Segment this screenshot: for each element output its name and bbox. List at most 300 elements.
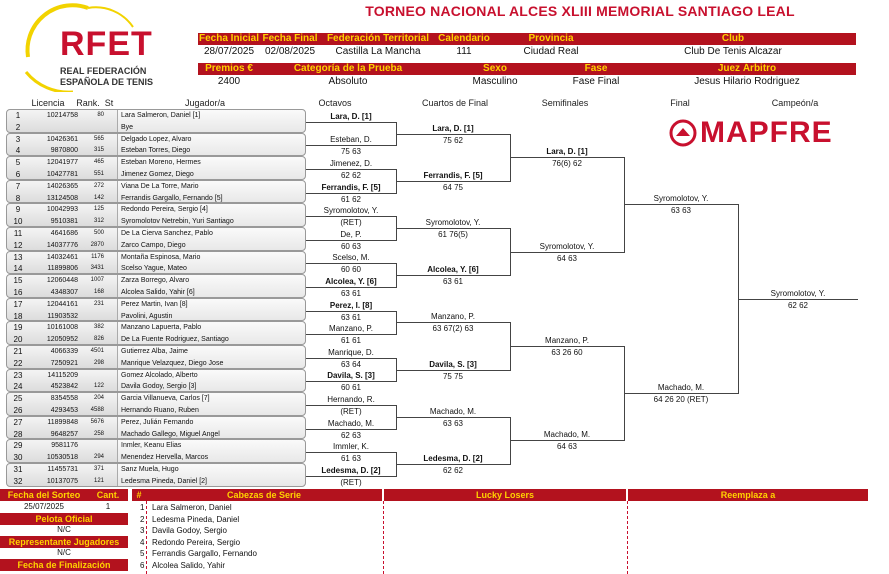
r16-score: 60 61	[340, 383, 362, 393]
qf-winner-name: Ledesma, D. [2]	[423, 454, 483, 463]
player-name: Zarco Campo, Diego	[121, 241, 186, 249]
r16-winner-name: Davila, S. [3]	[327, 371, 375, 381]
r16-score: (RET)	[340, 407, 362, 416]
seed-name: Lara Salmeron, Daniel	[152, 503, 232, 512]
player-number: 14	[13, 264, 23, 274]
r16-winner-name: Ferrandis, F. [5]	[321, 182, 381, 192]
r16-score: 61 61	[340, 336, 362, 346]
player-license: 12050952	[46, 336, 78, 344]
player-name: Gomez Alcolado, Alberto	[121, 371, 198, 379]
player-rank: 258	[93, 430, 104, 437]
r16-score: 63 61	[340, 312, 362, 322]
info-header-1	[198, 33, 856, 45]
hdr-provincia: Provincia	[528, 33, 574, 44]
player-name: Garcia Villanueva, Carlos [7]	[121, 395, 210, 403]
qf-line	[396, 275, 510, 276]
qf-winner-name: Ferrandis, F. [5]	[423, 170, 483, 180]
player-row[interactable]	[6, 275, 306, 286]
player-row[interactable]	[6, 311, 306, 322]
player-row[interactable]	[6, 134, 306, 145]
seed-number: 2	[140, 514, 145, 524]
player-rank: 121	[93, 477, 104, 484]
page-title: TORNEO NACIONAL ALCES XLIII MEMORIAL SANTIAGO LEAL	[365, 3, 795, 19]
player-row[interactable]	[6, 204, 306, 215]
r16-line	[306, 263, 396, 264]
player-number: 19	[13, 323, 23, 333]
player-rank: 826	[93, 336, 104, 343]
qf-score: 64 75	[442, 182, 464, 192]
player-name: Davila Godoy, Sergio [3]	[121, 383, 197, 391]
player-license: 10161008	[46, 324, 78, 332]
r16-line	[306, 429, 396, 430]
r16-winner-name: Syromolotov, Y.	[323, 206, 379, 216]
player-row[interactable]	[6, 417, 306, 428]
qf-line	[396, 181, 510, 182]
player-license: 9870800	[50, 147, 78, 155]
footer-lucky-label: Lucky Losers	[384, 489, 626, 501]
final-line	[624, 204, 738, 205]
r16-winner-name: Manrique, D.	[328, 347, 374, 357]
player-name: Pavolini, Agustin	[121, 312, 173, 320]
final-line	[624, 393, 738, 394]
hdr-fecha-final: Fecha Final	[262, 33, 318, 44]
player-number: 20	[13, 335, 23, 345]
qf-winner-name: Machado, M.	[429, 406, 477, 416]
r16-score: 62 62	[340, 171, 362, 180]
player-license: 14026365	[46, 182, 78, 190]
r16-winner-name: Ledesma, D. [2]	[321, 465, 381, 475]
player-name: Ledesma Pineda, Daniel [2]	[121, 477, 207, 485]
player-number: 29	[13, 441, 23, 451]
player-license: 10042993	[46, 206, 78, 214]
qf-winner-name: Lara, D. [1]	[432, 123, 474, 133]
player-license: 7250921	[50, 359, 78, 367]
logo-sub2: ESPAÑOLA DE TENIS	[60, 77, 154, 87]
player-license: 9648257	[50, 430, 78, 438]
col-r16: Octavos	[318, 98, 352, 108]
player-row[interactable]	[6, 263, 306, 274]
player-name: Montaña Espinosa, Mario	[121, 253, 201, 261]
player-number: 32	[13, 476, 23, 486]
seed-number: 1	[140, 503, 145, 512]
sf-winner-name: Lara, D. [1]	[546, 147, 588, 157]
player-number: 12	[13, 240, 23, 250]
sf-score: 64 63	[556, 253, 578, 263]
player-name: Scelso Yague, Mateo	[121, 265, 187, 273]
player-number: 8	[15, 193, 21, 203]
col-champ: Campeón/a	[771, 98, 819, 108]
seed-name: Ferrandis Gargallo, Fernando	[152, 549, 257, 558]
val-sexo: Masculino	[472, 76, 518, 87]
player-name: Viana De La Torre, Mario	[121, 182, 199, 190]
seed-number: 3	[140, 526, 145, 535]
seed-number: 4	[140, 537, 145, 547]
player-number: 25	[13, 394, 23, 404]
r16-score: 61 62	[340, 194, 362, 204]
footer-pelota: N/C	[57, 525, 71, 534]
r16-line	[306, 381, 396, 382]
val-provincia: Ciudad Real	[523, 46, 579, 57]
val-fecha-inicial: 28/07/2025	[203, 46, 255, 57]
hdr-sexo: Sexo	[483, 63, 507, 74]
player-name: Manrique Velazquez, Diego Jose	[121, 359, 224, 367]
player-name: Zarza Borrego, Alvaro	[121, 277, 190, 285]
champion-line	[738, 299, 858, 300]
player-row[interactable]	[6, 370, 306, 381]
hdr-federacion: Federación Territorial	[326, 33, 430, 44]
player-row[interactable]	[6, 181, 306, 192]
qf-winner-name: Syromolotov, Y.	[425, 218, 481, 227]
r16-score: 63 64	[340, 359, 362, 369]
footer-sorteo-date: 25/07/2025	[23, 502, 65, 511]
qf-line	[396, 464, 510, 465]
player-number: 18	[13, 311, 23, 321]
player-rank: 315	[93, 147, 104, 154]
footer-pelota-label: Pelota Oficial	[0, 513, 128, 525]
player-number: 17	[13, 299, 23, 309]
player-number: 6	[15, 170, 21, 179]
player-rank: 1176	[91, 253, 104, 260]
player-license: 14115209	[47, 371, 78, 379]
footer-fin-label: Fecha de Finalización	[0, 559, 128, 571]
r16-line	[306, 476, 396, 477]
player-row[interactable]	[6, 334, 306, 345]
r16-winner-name: Immler, K.	[332, 442, 369, 452]
player-name: Alcolea Salido, Yahir [6]	[121, 289, 195, 296]
r16-winner-name: De, P.	[340, 229, 362, 239]
footer-sorteo-label: Fecha del Sorteo	[0, 489, 88, 501]
qf-line	[396, 322, 510, 323]
player-number: 1	[15, 111, 21, 120]
final-winner-name: Machado, M.	[657, 383, 705, 393]
player-row[interactable]	[6, 145, 306, 156]
r16-line	[306, 216, 396, 217]
r16-winner-name: Manzano, P.	[329, 324, 373, 334]
sf-winner-name: Manzano, P.	[545, 336, 589, 345]
player-license: 14037776	[46, 241, 78, 249]
player-rank: 142	[93, 194, 104, 201]
footer-rep: N/C	[57, 548, 71, 557]
player-rank: 204	[93, 395, 104, 402]
player-license: 11899806	[47, 265, 78, 273]
player-row[interactable]	[6, 228, 306, 239]
player-rank: 465	[93, 159, 104, 166]
logo-text: RFET	[60, 25, 153, 63]
player-row[interactable]	[6, 157, 306, 168]
mapfre-emblem-icon	[668, 118, 702, 152]
r16-line	[306, 240, 396, 241]
player-license: 12060448	[46, 277, 78, 285]
qf-score: 61 76(5)	[438, 230, 468, 239]
player-row[interactable]	[6, 452, 306, 463]
player-row[interactable]	[6, 405, 306, 416]
mapfre-text: MAPFRE	[700, 116, 833, 149]
player-license: 4066339	[50, 348, 78, 355]
player-license: 10214758	[46, 112, 78, 119]
player-license: 4293453	[50, 407, 78, 414]
footer-hash-label: #	[132, 489, 146, 501]
r16-winner-name: Scelso, M.	[332, 253, 370, 263]
qf-winner-name: Davila, S. [3]	[429, 359, 477, 369]
r16-score: 75 63	[340, 147, 362, 157]
player-name: Esteban Moreno, Hermes	[121, 159, 201, 167]
player-license: 12041977	[46, 159, 78, 167]
hdr-juez: Juez Árbitro	[717, 63, 777, 74]
player-rank: 231	[93, 300, 104, 307]
val-fecha-final: 02/08/2025	[264, 46, 316, 57]
player-number: 2	[15, 122, 21, 132]
r16-winner-name: Lara, D. [1]	[330, 111, 372, 121]
r16-winner-name: Alcolea, Y. [6]	[325, 277, 377, 286]
player-row[interactable]	[6, 429, 306, 440]
footer-divider-2	[627, 501, 628, 574]
r16-score: (RET)	[340, 477, 362, 487]
player-row[interactable]	[6, 358, 306, 369]
player-name: Perez, Julián Fernando	[121, 418, 194, 426]
player-license: 10530518	[46, 454, 78, 462]
player-name: Sanz Muela, Hugo	[121, 466, 179, 473]
player-rank: 294	[93, 454, 104, 461]
player-row[interactable]	[6, 110, 306, 121]
qf-line	[396, 134, 510, 135]
player-row[interactable]	[6, 299, 306, 310]
player-number: 3	[15, 134, 21, 144]
player-number: 15	[13, 276, 23, 286]
player-license: 11903532	[47, 312, 78, 320]
val-calendario: 111	[456, 46, 472, 57]
r16-line	[306, 358, 396, 359]
col-qf: Cuartos de Final	[421, 98, 489, 108]
qf-score: 63 61	[442, 277, 464, 287]
player-row[interactable]	[6, 476, 306, 487]
r16-score: 62 63	[340, 430, 362, 440]
r16-line	[306, 145, 396, 146]
info-values-1	[198, 46, 856, 58]
qf-score: 75 62	[442, 135, 464, 145]
player-rank: 565	[93, 135, 104, 142]
player-name: Perez Martin, Ivan [8]	[121, 300, 188, 308]
final-winner-name: Syromolotov, Y.	[653, 194, 709, 204]
player-name: Syromolotov Netrebin, Yuri Santiago	[121, 218, 234, 226]
seed-number: 5	[140, 549, 145, 558]
sf-line	[510, 252, 624, 253]
r16-line	[306, 193, 396, 194]
player-number: 27	[13, 417, 23, 427]
col-rank: Rank.	[76, 98, 100, 108]
hdr-fecha-inicial: Fecha Inicial	[198, 33, 260, 44]
champion-score: 62 62	[787, 300, 809, 310]
player-number: 11	[13, 229, 23, 238]
player-row[interactable]	[6, 122, 306, 133]
player-number: 24	[13, 382, 23, 392]
player-row[interactable]	[6, 440, 306, 451]
player-rank: 298	[93, 359, 104, 366]
seed-name: Alcolea Salido, Yahir	[152, 560, 226, 570]
val-federacion: Castilla La Mancha	[335, 46, 421, 57]
r16-winner-name: Machado, M.	[327, 418, 375, 428]
qf-score: 63 63	[442, 418, 464, 428]
qf-line	[396, 228, 510, 229]
sf-line	[510, 440, 624, 441]
player-name: Esteban Torres, Diego	[121, 147, 191, 155]
seed-name: Davila Godoy, Sergio	[152, 526, 227, 535]
val-juez: Jesus Hilario Rodriguez	[694, 76, 800, 87]
player-license: 9581176	[51, 442, 78, 450]
r16-line	[306, 311, 396, 312]
final-score: 64 26 20 (RET)	[653, 395, 709, 405]
player-number: 28	[13, 429, 23, 439]
player-name: Delgado Lopez, Alvaro	[121, 135, 192, 143]
player-name: Lara Salmeron, Daniel [1]	[121, 112, 201, 119]
player-name: Ferrandis Gargallo, Fernando [5]	[121, 194, 223, 202]
player-rank: 168	[93, 289, 104, 295]
info-values-2	[198, 76, 856, 88]
player-row[interactable]	[6, 240, 306, 251]
seed-name: Ledesma Pineda, Daniel	[152, 514, 240, 524]
player-license: 14032461	[46, 253, 78, 261]
footer-reemplaza-label: Reemplaza a	[628, 489, 868, 501]
player-name: Manzano Lapuerta, Pablo	[121, 324, 202, 332]
col-st: St	[104, 98, 114, 108]
player-number: 5	[15, 158, 21, 168]
r16-score: 60 63	[340, 241, 362, 251]
sf-score: 64 63	[556, 442, 578, 452]
seed-number: 6	[140, 560, 145, 570]
footer-rep-label: Representante Jugadores	[0, 536, 128, 548]
qf-line	[396, 417, 510, 418]
r16-line	[306, 169, 396, 170]
qf-line	[396, 370, 510, 371]
player-rank: 551	[93, 171, 104, 177]
seed-name: Redondo Pereira, Sergio	[152, 537, 241, 547]
rfet-logo	[18, 2, 163, 92]
r16-score: 61 63	[340, 454, 362, 464]
player-number: 16	[13, 288, 23, 297]
sf-score: 63 26 60	[551, 348, 583, 357]
r16-line	[306, 287, 396, 288]
player-number: 10	[13, 217, 23, 227]
player-row[interactable]	[6, 169, 306, 180]
player-number: 7	[15, 181, 21, 191]
r16-line	[306, 122, 396, 123]
r16-line	[306, 452, 396, 453]
player-rank: 122	[93, 383, 104, 390]
qf-score: 62 62	[442, 466, 464, 475]
r16-score: (RET)	[340, 218, 362, 228]
player-license: 10137075	[46, 477, 78, 485]
player-row[interactable]	[6, 322, 306, 333]
hdr-fase: Fase	[584, 63, 608, 74]
sf-score: 76(6) 62	[552, 159, 582, 169]
footer-divider-3	[146, 501, 147, 574]
r16-score: 63 61	[340, 289, 362, 298]
qf-winner-name: Alcolea, Y. [6]	[427, 265, 479, 275]
player-row[interactable]	[6, 252, 306, 263]
player-number: 22	[13, 358, 23, 368]
logo-sub1: REAL FEDERACIÓN	[60, 66, 147, 76]
player-rank: 4588	[90, 407, 104, 413]
final-score: 63 63	[670, 206, 692, 216]
col-sf: Semifinales	[541, 98, 589, 108]
player-name: Inmler, Keanu Elias	[121, 442, 182, 450]
info-header-2	[198, 63, 856, 75]
player-rank: 4501	[90, 348, 104, 354]
player-name: Bye	[121, 123, 134, 131]
player-number: 31	[13, 465, 23, 474]
player-name: De La Cierva Sanchez, Pablo	[121, 230, 213, 237]
player-license: 13124508	[46, 194, 78, 202]
player-row[interactable]	[6, 346, 306, 357]
r16-winner-name: Perez, I. [8]	[329, 300, 373, 310]
footer-cant: 1	[105, 502, 111, 511]
player-rank: 125	[93, 206, 104, 213]
player-number: 4	[15, 146, 21, 156]
val-club: Club De Tenis Alcazar	[684, 46, 782, 57]
player-license: 4523842	[50, 383, 78, 391]
player-rank: 382	[93, 324, 104, 331]
hdr-calendario: Calendario	[438, 33, 490, 44]
player-license: 11899848	[47, 418, 78, 426]
player-row[interactable]	[6, 381, 306, 392]
player-rank: 5676	[90, 418, 104, 425]
footer-seeds-label: Cabezas de Serie	[146, 489, 382, 501]
r16-winner-name: Hernando, R.	[327, 395, 375, 404]
player-number: 13	[13, 252, 23, 262]
player-license: 10426361	[46, 135, 78, 143]
footer-cant-label: Cant.	[88, 489, 128, 501]
r16-line	[306, 334, 396, 335]
player-rank: 3431	[90, 265, 104, 272]
champion-name: Syromolotov, Y.	[770, 288, 826, 298]
player-number: 30	[13, 453, 23, 463]
player-row[interactable]	[6, 193, 306, 204]
player-row[interactable]	[6, 216, 306, 227]
player-rank: 371	[93, 466, 104, 472]
r16-line	[306, 405, 396, 406]
player-name: Gutierrez Alba, Jaime	[121, 348, 188, 355]
player-name: Jimenez Gomez, Diego	[121, 171, 194, 178]
footer-divider-1	[383, 501, 384, 574]
player-rank: 312	[93, 218, 104, 225]
player-row[interactable]	[6, 464, 306, 475]
player-number: 21	[13, 347, 23, 356]
col-licencia: Licencia	[31, 98, 65, 108]
player-rank: 1007	[90, 277, 104, 284]
qf-score: 63 67(2) 63	[432, 324, 474, 334]
r16-score: 60 60	[340, 265, 362, 275]
player-row[interactable]	[6, 287, 306, 298]
player-rank: 272	[93, 182, 104, 189]
r16-winner-name: Jimenez, D.	[329, 159, 373, 168]
player-name: Redondo Pereira, Sergio [4]	[121, 206, 208, 214]
sf-line	[510, 157, 624, 158]
player-name: Machado Gallego, Miguel Angel	[121, 430, 220, 438]
qf-winner-name: Manzano, P.	[431, 312, 475, 322]
player-name: Hernando Ruano, Ruben	[121, 407, 199, 414]
player-rank: 2870	[90, 241, 104, 248]
val-premios: 2400	[217, 76, 241, 87]
player-license: 12044161	[46, 300, 78, 308]
sf-line	[510, 346, 624, 347]
player-license: 9510381	[50, 218, 78, 226]
val-fase: Fase Final	[572, 76, 620, 87]
player-license: 10427781	[46, 171, 78, 178]
qf-score: 75 75	[442, 371, 464, 381]
player-license: 8354558	[50, 395, 78, 403]
player-row[interactable]	[6, 393, 306, 404]
col-player: Jugador/a	[184, 98, 226, 108]
hdr-categoria: Categoría de la Prueba	[293, 63, 403, 74]
